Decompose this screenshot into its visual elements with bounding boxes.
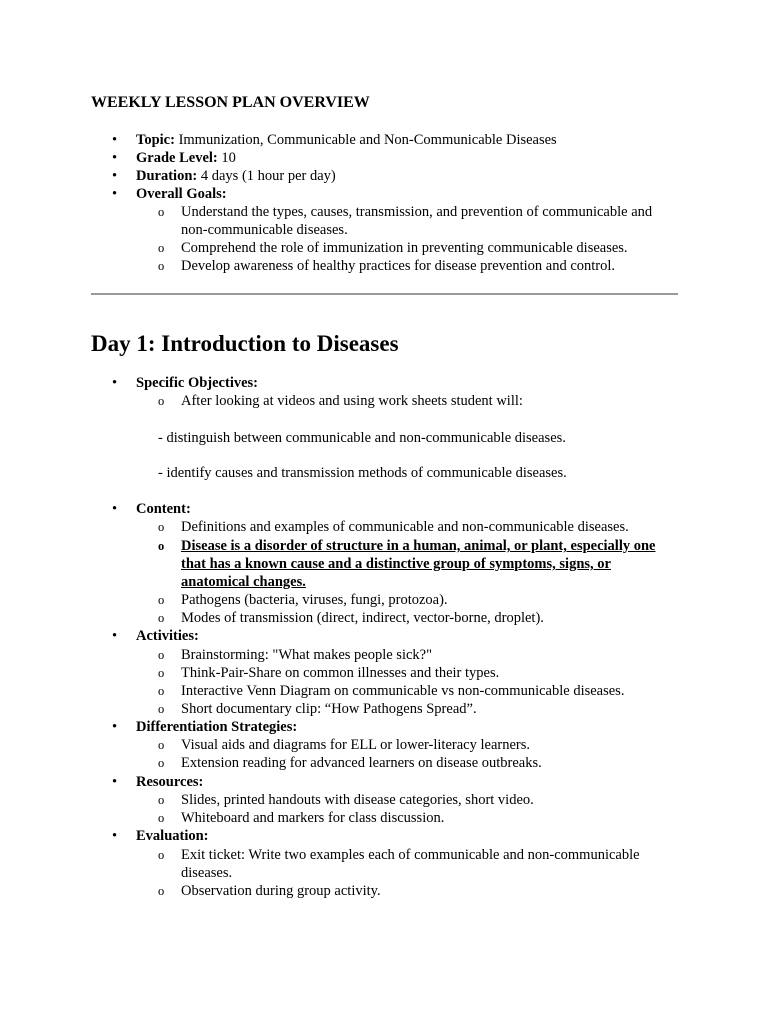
grade-value: 10 <box>221 150 236 166</box>
goals-label: Overall Goals: <box>136 186 227 202</box>
sub-bullet-marker: o <box>158 702 165 716</box>
evaluation-text: Exit ticket: Write two examples each of communicable and non-communicable <box>181 847 640 863</box>
sub-bullet-marker: o <box>158 884 165 898</box>
differentiation-text: Visual aids and diagrams for ELL or lower-literacy learners. <box>181 737 530 753</box>
bullet-marker: • <box>112 719 118 735</box>
goal-text: non-communicable diseases. <box>181 222 348 238</box>
sub-bullet-marker: o <box>158 666 165 680</box>
topic-value: Immunization, Communicable and Non-Communicable Diseases <box>178 132 557 148</box>
objectives-label: Specific Objectives: <box>136 375 259 391</box>
activity-text: Think-Pair-Share on common illnesses and their types. <box>181 665 500 681</box>
sub-bullet-marker: o <box>158 811 165 825</box>
overview-title: WEEKLY LESSON PLAN OVERVIEW <box>91 94 370 111</box>
sub-bullet-marker: o <box>158 520 165 534</box>
activities-label: Activities: <box>136 628 199 644</box>
bullet-marker: • <box>112 150 118 166</box>
sub-bullet-marker: o <box>158 611 165 625</box>
differentiation-label: Differentiation Strategies: <box>136 719 298 735</box>
activity-text: Interactive Venn Diagram on communicable vs non-communicable diseases. <box>181 683 625 699</box>
objectives-intro: After looking at videos and using work sheets student will: <box>181 393 523 409</box>
goal-text: Develop awareness of healthy practices for disease prevention and control. <box>181 258 616 274</box>
sub-bullet-marker: o <box>158 648 165 662</box>
goal-text: Understand the types, causes, transmission, and prevention of communicable and <box>181 204 653 220</box>
bullet-marker: • <box>112 375 118 391</box>
sub-bullet-marker: o <box>158 684 165 698</box>
day1-title: Day 1: Introduction to Diseases <box>91 331 399 356</box>
sub-bullet-marker: o <box>158 756 165 770</box>
grade-label: Grade Level: <box>136 150 218 166</box>
content-label: Content: <box>136 501 191 517</box>
sub-bullet-marker: o <box>158 593 165 607</box>
activity-text: Brainstorming: "What makes people sick?" <box>181 647 433 663</box>
content-text: Modes of transmission (direct, indirect, vector-borne, droplet). <box>181 610 544 626</box>
objective-text: - distinguish between communicable and non-communicable diseases. <box>158 430 566 446</box>
activity-text: Short documentary clip: “How Pathogens Spread”. <box>181 701 477 717</box>
evaluation-text: Observation during group activity. <box>181 883 381 899</box>
goal-text: Comprehend the role of immunization in preventing communicable diseases. <box>181 240 628 256</box>
sub-bullet-marker: o <box>158 848 165 862</box>
resources-text: Slides, printed handouts with disease categories, short video. <box>181 792 534 808</box>
horizontal-divider <box>91 293 678 295</box>
duration-label: Duration: <box>136 168 198 184</box>
sub-bullet-marker: o <box>158 793 165 807</box>
topic-label: Topic: <box>136 132 175 148</box>
disease-definition-line: anatomical changes. <box>181 574 306 590</box>
bullet-marker: • <box>112 774 118 790</box>
disease-definition-line: Disease is a disorder of structure in a human, animal, or plant, especially one <box>181 538 656 554</box>
bullet-marker: • <box>112 628 118 644</box>
sub-bullet-marker: o <box>158 205 165 219</box>
resources-text: Whiteboard and markers for class discussion. <box>181 810 445 826</box>
bullet-marker: • <box>112 828 118 844</box>
sub-bullet-marker: o <box>158 259 165 273</box>
duration-value: 4 days (1 hour per day) <box>200 168 336 184</box>
sub-bullet-marker: o <box>158 738 165 752</box>
content-text: Pathogens (bacteria, viruses, fungi, protozoa). <box>181 592 448 608</box>
sub-bullet-marker: o <box>158 539 165 553</box>
objective-text: - identify causes and transmission methods of communicable diseases. <box>158 465 567 481</box>
resources-label: Resources: <box>136 774 204 790</box>
bullet-marker: • <box>112 501 118 517</box>
sub-bullet-marker: o <box>158 241 165 255</box>
content-text: Definitions and examples of communicable and non-communicable diseases. <box>181 519 629 535</box>
bullet-marker: • <box>112 132 118 148</box>
disease-definition-line: that has a known cause and a distinctive group of symptoms, signs, or <box>181 556 611 572</box>
evaluation-label: Evaluation: <box>136 828 209 844</box>
sub-bullet-marker: o <box>158 394 165 408</box>
differentiation-text: Extension reading for advanced learners on disease outbreaks. <box>181 755 542 771</box>
bullet-marker: • <box>112 186 118 202</box>
bullet-marker: • <box>112 168 118 184</box>
evaluation-text: diseases. <box>181 865 233 881</box>
